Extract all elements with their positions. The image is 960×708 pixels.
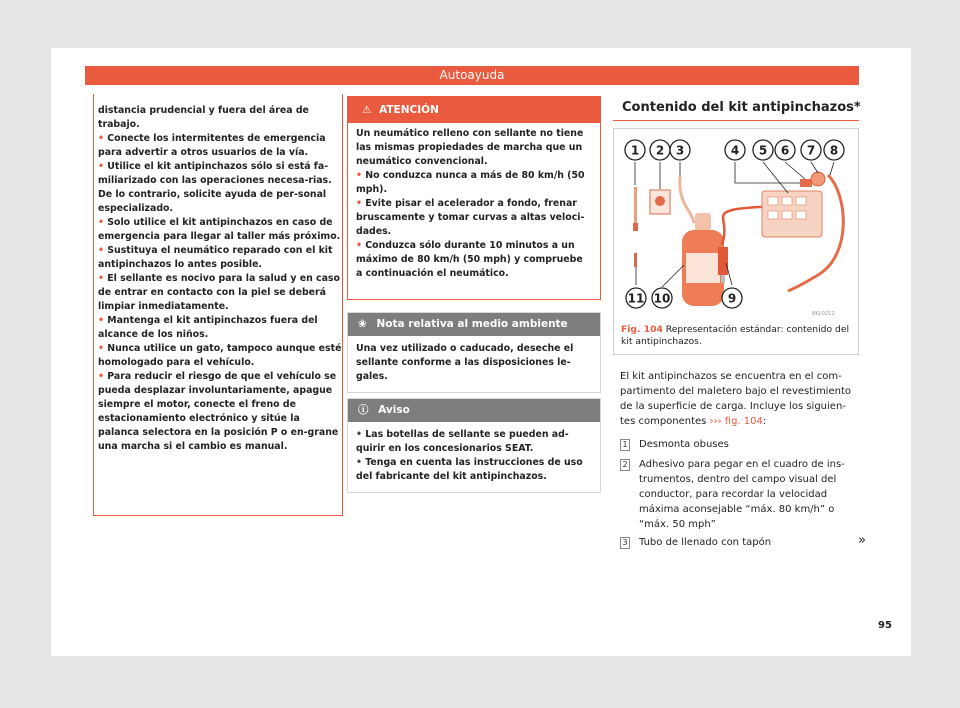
callout-label: 7 (806, 143, 816, 158)
callout-label: 1 (630, 143, 640, 158)
bullet-text: Para reducir el riesgo de que el vehículo se pueda desplazar involuntariamente, apague siempre el motor, conecte el freno de estacionamiento electrónico y sitúe la palanca selectora en la posición P o en-grane una marcha si el cambio es manual. (98, 371, 339, 452)
callout-label: 6 (780, 143, 790, 158)
warning-icon: ⚠ (362, 104, 372, 116)
bullet-text: Conduzca sólo durante 10 minutos a un máximo de 80 km/h (50 mph) y compruebe a continuación el neumático. (356, 240, 583, 279)
aviso-body (348, 422, 600, 492)
bullet-marker: • (356, 457, 366, 468)
bullet-item (356, 239, 592, 281)
bullet-marker: • (356, 429, 366, 440)
left-warning-frame (93, 94, 343, 516)
ref-arrow: ››› (709, 416, 722, 427)
env-note-title: Nota relativa al medio ambiente (376, 318, 568, 330)
bullet-marker: • (98, 315, 108, 326)
bullet-marker: • (98, 371, 108, 382)
bullet-text: No conduzca nunca a más de 80 km/h (50 mph). (356, 170, 585, 195)
list-item (620, 457, 860, 532)
item-number: 3 (620, 537, 630, 549)
continue-arrow: » (858, 533, 866, 548)
bullet-item (356, 428, 592, 456)
warning-bullets (356, 169, 592, 281)
item-number: 1 (620, 439, 630, 451)
section-title: Contenido del kit antipinchazos* (622, 100, 861, 115)
item-text: Desmonta obuses (639, 439, 729, 450)
bullet-marker: • (98, 161, 108, 172)
callout-label: 4 (730, 143, 740, 158)
bullet-marker: • (98, 217, 108, 228)
bullet-text: Mantenga el kit antipinchazos fuera del alcance de los niños. (98, 315, 318, 340)
bullet-text: Las botellas de sellante se pueden ad-quirir en los concesionarios SEAT. (356, 429, 569, 454)
warning-intro: Un neumático relleno con sellante no tiene las mismas propiedades de marcha que un neumático convencional. (356, 128, 584, 167)
bullet-text: Evite pisar el acelerador a fondo, frenar bruscamente y tomar curvas a altas veloci-dades. (356, 198, 585, 237)
bullet-text: Tenga en cuenta las instrucciones de uso del fabricante del kit antipinchazos. (356, 457, 583, 482)
bullet-text: El sellante es nocivo para la salud y en caso de entrar en contacto con la piel se deberá limpiar inmediatamente. (98, 273, 340, 312)
figure-link[interactable]: fig. 104 (724, 416, 763, 427)
body-text: El kit antipinchazos se encuentra en el com-partimento del maletero bajo el revestimiento de la superficie de carga. Incluye los siguien-tes componentes (620, 371, 851, 427)
body-colon: : (762, 416, 767, 427)
callout-label: 5 (758, 143, 768, 158)
left-intro: distancia prudencial y fuera del área de trabajo. (98, 105, 309, 130)
callout-label: 8 (829, 143, 839, 158)
bullet-item (356, 197, 592, 239)
bullet-text: Sustituya el neumático reparado con el kit antipinchazos lo antes posible. (98, 245, 333, 270)
section-divider (613, 120, 859, 121)
bullet-item (356, 456, 592, 484)
bullet-item (356, 169, 592, 197)
warning-box (347, 96, 601, 300)
aviso-title: Aviso (378, 404, 410, 416)
figure-ref: BKJ-0212 (812, 311, 835, 317)
env-note-header (348, 313, 600, 336)
bullet-marker: • (98, 273, 108, 284)
warning-title: ATENCIÓN (379, 104, 439, 116)
bullet-text: Solo utilice el kit antipinchazos en caso de emergencia para llegar al taller más próximo. (98, 217, 341, 242)
kit-illustration (622, 135, 858, 321)
bullet-marker: • (356, 240, 366, 251)
callout-label: 3 (675, 143, 685, 158)
bullet-text: Utilice el kit antipinchazos sólo si está fa-miliarizado con las operaciones necesa-rias. De lo contrario, solicite ayuda de per-sonal especializado. (98, 161, 332, 214)
leaf-icon: ❀ (358, 318, 367, 330)
bullet-marker: • (98, 343, 108, 354)
page-header: Autoayuda (85, 66, 859, 85)
bullet-marker: • (356, 170, 366, 181)
aviso-box (347, 398, 601, 493)
item-text: Adhesivo para pegar en el cuadro de ins-trumentos, dentro del campo visual del conductor, para recordar la velocidad máxima aconsejable “máx. 80 km/h” o “máx. 50 mph” (639, 459, 845, 530)
bullet-text: Conecte los intermitentes de emergencia para advertir a otros usuarios de la vía. (98, 133, 326, 158)
figure-caption (621, 324, 856, 348)
env-note-box (347, 312, 601, 393)
section-body (620, 369, 860, 429)
figure-caption-text: Representación estándar: contenido del kit antipinchazos. (621, 324, 850, 347)
aviso-header (348, 399, 600, 422)
callout-label: 9 (727, 291, 737, 306)
page-number: 95 (878, 620, 892, 631)
info-icon: ⓘ (358, 404, 369, 416)
bullet-marker: • (356, 198, 366, 209)
callout-label: 2 (655, 143, 665, 158)
warning-body (348, 123, 600, 281)
callout-label: 10 (653, 291, 671, 306)
list-item (620, 535, 860, 550)
callout-label: 11 (627, 291, 645, 306)
warning-header (348, 97, 600, 123)
bullet-text: Nunca utilice un gato, tampoco aunque esté homologado para el vehículo. (98, 343, 342, 368)
list-item (620, 437, 860, 452)
item-text: Tubo de llenado con tapón (639, 537, 772, 548)
bullet-marker: • (98, 245, 108, 256)
figure-label: Fig. 104 (621, 324, 663, 335)
bullet-marker: • (98, 133, 108, 144)
env-note-body: Una vez utilizado o caducado, deseche el sellante conforme a las disposiciones le-gales. (356, 343, 574, 382)
item-number: 2 (620, 459, 630, 471)
